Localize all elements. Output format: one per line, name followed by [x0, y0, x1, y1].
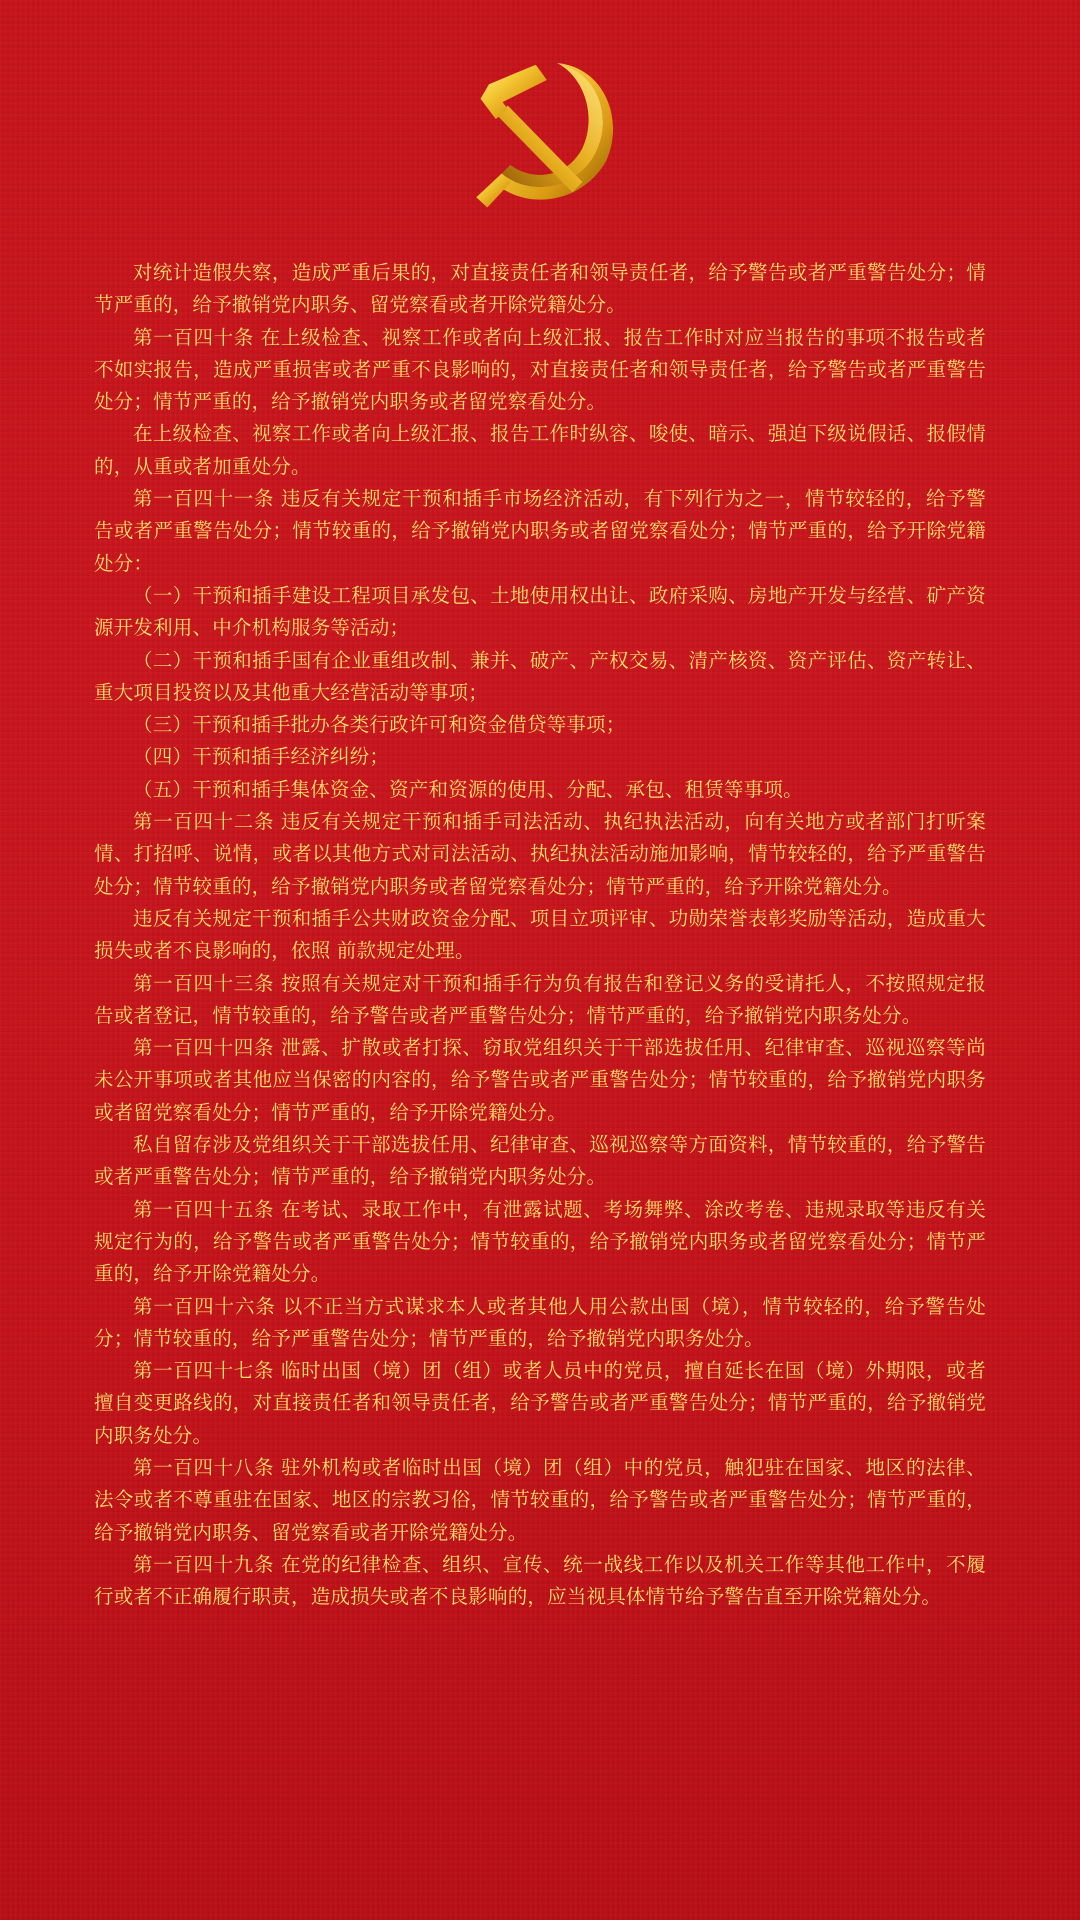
article-144: 第一百四十四条 泄露、扩散或者打探、窃取党组织关于干部选拔任用、纪律审查、巡视巡察等尚未公开事项或者其他应当保密的内容的，给予警告或者严重警告处分；情节较重的，给予撤销党内职务或者留党察看处分；情节严重的，给予开除党籍处分。: [94, 1036, 986, 1124]
article-148: 第一百四十八条 驻外机构或者临时出国（境）团（组）中的党员，触犯驻在国家、地区的法律、法令或者不尊重驻在国家、地区的宗教习俗，情节较重的，给予警告或者严重警告处分；情节严重的，给予撤销党内职务、留党察看或者开除党籍处分。: [94, 1455, 986, 1544]
paragraph: 在上级检查、视察工作或者向上级汇报、报告工作时纵容、唆使、暗示、强迫下级说假话、报假情的，从重或者加重处分。: [94, 422, 986, 478]
list-item: （四）干预和插手经济纠纷；: [133, 745, 390, 769]
article-147: 第一百四十七条 临时出国（境）团（组）或者人员中的党员，擅自延长在国（境）外期限，或者擅自变更路线的，对直接责任者和领导责任者，给予警告或者严重警告处分；情节严重的，给予撤销党内职务处分。: [94, 1359, 986, 1447]
article-146: 第一百四十六条 以不正当方式谋求本人或者其他人用公款出国（境），情节较轻的，给予警告处分；情节较重的，给予严重警告处分；情节严重的，给予撤销党内职务处分。: [94, 1294, 986, 1350]
article-body: [94, 257, 986, 1613]
hammer-and-sickle-emblem-icon: [455, 46, 625, 216]
list-item: （二）干预和插手国有企业重组改制、兼并、破产、产权交易、清产核资、资产评估、资产转让、重大项目投资以及其他重大经营活动等事项；: [94, 648, 986, 704]
article-149: 第一百四十九条 在党的纪律检查、组织、宣传、统一战线工作以及机关工作等其他工作中，不履行或者不正确履行职责，造成损失或者不良影响的，应当视具体情节给予警告直至开除党籍处分。: [94, 1552, 986, 1609]
article-145: 第一百四十五条 在考试、录取工作中，有泄露试题、考场舞弊、涂改考卷、违规录取等违反有关规定行为的，给予警告或者严重警告处分；情节较重的，给予撤销党内职务或者留党察看处分；情节严重的，给予开除党籍处分。: [94, 1197, 986, 1286]
article-140: 第一百四十条 在上级检查、视察工作或者向上级汇报、报告工作时对应当报告的事项不报告或者不如实报告，造成严重损害或者严重不良影响的，对直接责任者和领导责任者，给予警告或者严重警告处分；情节严重的，给予撤销党内职务或者留党察看处分。: [94, 325, 986, 414]
paragraph: 私自留存涉及党组织关于干部选拔任用、纪律审查、巡视巡察等方面资料，情节较重的，给予警告或者严重警告处分；情节严重的，给予撤销党内职务处分。: [94, 1133, 986, 1189]
list-item: （一）干预和插手建设工程项目承发包、土地使用权出让、政府采购、房地产开发与经营、矿产资源开发利用、中介机构服务等活动；: [94, 583, 986, 640]
list-item: （五）干预和插手集体资金、资产和资源的使用、分配、承包、租赁等事项。: [133, 777, 803, 801]
paragraph: 对统计造假失察，造成严重后果的，对直接责任者和领导责任者，给予警告或者严重警告处分；情节严重的，给予撤销党内职务、留党察看或者开除党籍处分。: [94, 261, 986, 317]
article-141: 第一百四十一条 违反有关规定干预和插手市场经济活动，有下列行为之一，情节较轻的，给予警告或者严重警告处分；情节较重的，给予撤销党内职务或者留党察看处分；情节严重的，给予开除党籍处分：: [94, 487, 986, 575]
emblem-container: [0, 46, 1080, 226]
article-143: 第一百四十三条 按照有关规定对干预和插手行为负有报告和登记义务的受请托人，不按照规定报告或者登记，情节较重的，给予警告或者严重警告处分；情节严重的，给予撤销党内职务处分。: [94, 971, 986, 1027]
paragraph: 违反有关规定干预和插手公共财政资金分配、项目立项评审、功勋荣誉表彰奖励等活动，造成重大损失或者不良影响的，依照 前款规定处理。: [94, 906, 986, 963]
list-item: （三）干预和插手批办各类行政许可和资金借贷等事项；: [133, 713, 626, 737]
article-142: 第一百四十二条 违反有关规定干预和插手司法活动、执纪执法活动，向有关地方或者部门打听案情、打招呼、说情，或者以其他方式对司法活动、执纪执法活动施加影响，情节较轻的，给予严重警告处分；情节较重的，给予撤销党内职务或者留党察看处分；情节严重的，给予开除党籍处分。: [94, 810, 986, 898]
